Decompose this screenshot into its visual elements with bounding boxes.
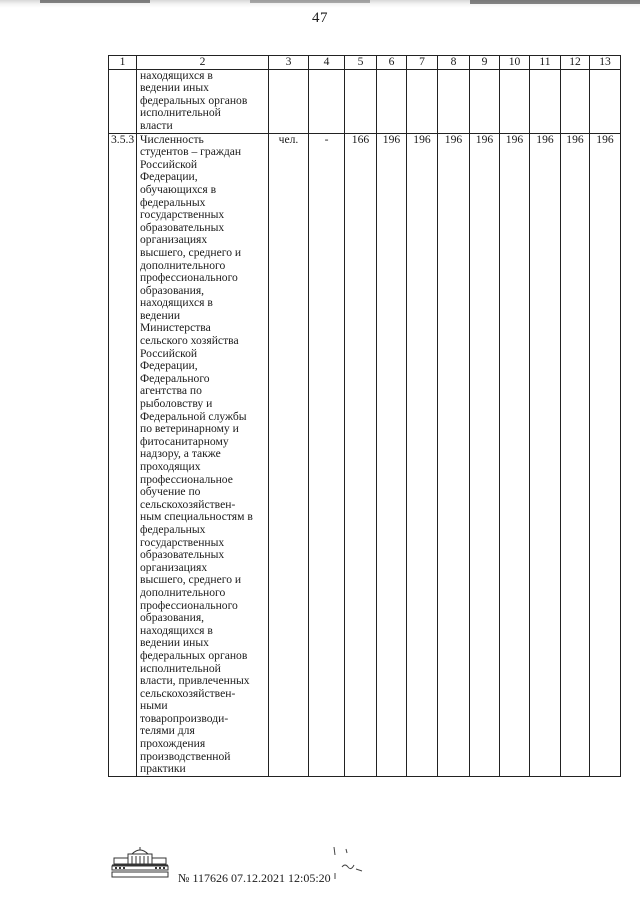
row-value: 196 — [530, 133, 561, 776]
scan-marks-icon — [332, 845, 372, 881]
row-code — [109, 69, 137, 133]
row-value — [530, 69, 561, 133]
column-header: 11 — [530, 56, 561, 70]
row-value — [590, 69, 621, 133]
column-header: 5 — [345, 56, 377, 70]
table-row — [109, 69, 621, 133]
column-header: 1 — [109, 56, 137, 70]
column-header: 4 — [309, 56, 345, 70]
page-footer — [110, 845, 630, 895]
row-value: 166 — [345, 133, 377, 776]
column-header: 10 — [500, 56, 530, 70]
table-header-row — [109, 56, 621, 70]
row-value — [377, 69, 407, 133]
column-header: 13 — [590, 56, 621, 70]
row-value: 196 — [500, 133, 530, 776]
row-value — [438, 69, 470, 133]
column-header: 12 — [561, 56, 590, 70]
data-table — [108, 55, 621, 777]
row-description: находящихся в ведении иных федеральных органов исполнительной власти — [137, 69, 269, 133]
row-unit — [269, 69, 309, 133]
row-description: Численность студентов – граждан Российской Федерации, обучающихся в федеральных государственных образовательных организациях высшего, среднего и дополнительного профессионального образования, находящихся в ведении Министерства сельского хозяйства Российской Федерации, Федерального агентства по рыболовству и Федеральной службы по ветеринарному и фитосанитарному надзору, а также проходящих профессиональное обучение по сельскохозяйствен- ным специальностям в федеральных государственных образовательных организациях высшего, среднего и дополнительного профессионального образования, находящихся в ведении иных федеральных органов исполнительной власти, привлеченных сельскохозяйствен- ными товаропроизводи- телями для прохождения производственной практики — [137, 133, 269, 776]
column-header: 9 — [470, 56, 500, 70]
row-value — [407, 69, 438, 133]
row-code: 3.5.3 — [109, 133, 137, 776]
column-header: 2 — [137, 56, 269, 70]
row-value — [345, 69, 377, 133]
row-unit: чел. — [269, 133, 309, 776]
row-value — [561, 69, 590, 133]
document-registration-number: № 117626 07.12.2021 12:05:20 — [178, 871, 331, 885]
building-emblem-icon — [110, 845, 170, 879]
row-col4: - — [309, 133, 345, 776]
page-number: 47 — [312, 10, 328, 26]
scan-streak — [250, 0, 370, 3]
row-value: 196 — [470, 133, 500, 776]
row-value — [470, 69, 500, 133]
column-header: 6 — [377, 56, 407, 70]
scan-streak — [470, 0, 640, 4]
column-header: 3 — [269, 56, 309, 70]
row-value — [500, 69, 530, 133]
row-col4 — [309, 69, 345, 133]
table-row — [109, 133, 621, 776]
column-header: 7 — [407, 56, 438, 70]
row-value: 196 — [438, 133, 470, 776]
row-value: 196 — [377, 133, 407, 776]
row-value: 196 — [407, 133, 438, 776]
row-value: 196 — [561, 133, 590, 776]
row-value: 196 — [590, 133, 621, 776]
column-header: 8 — [438, 56, 470, 70]
scan-streak — [40, 0, 150, 3]
